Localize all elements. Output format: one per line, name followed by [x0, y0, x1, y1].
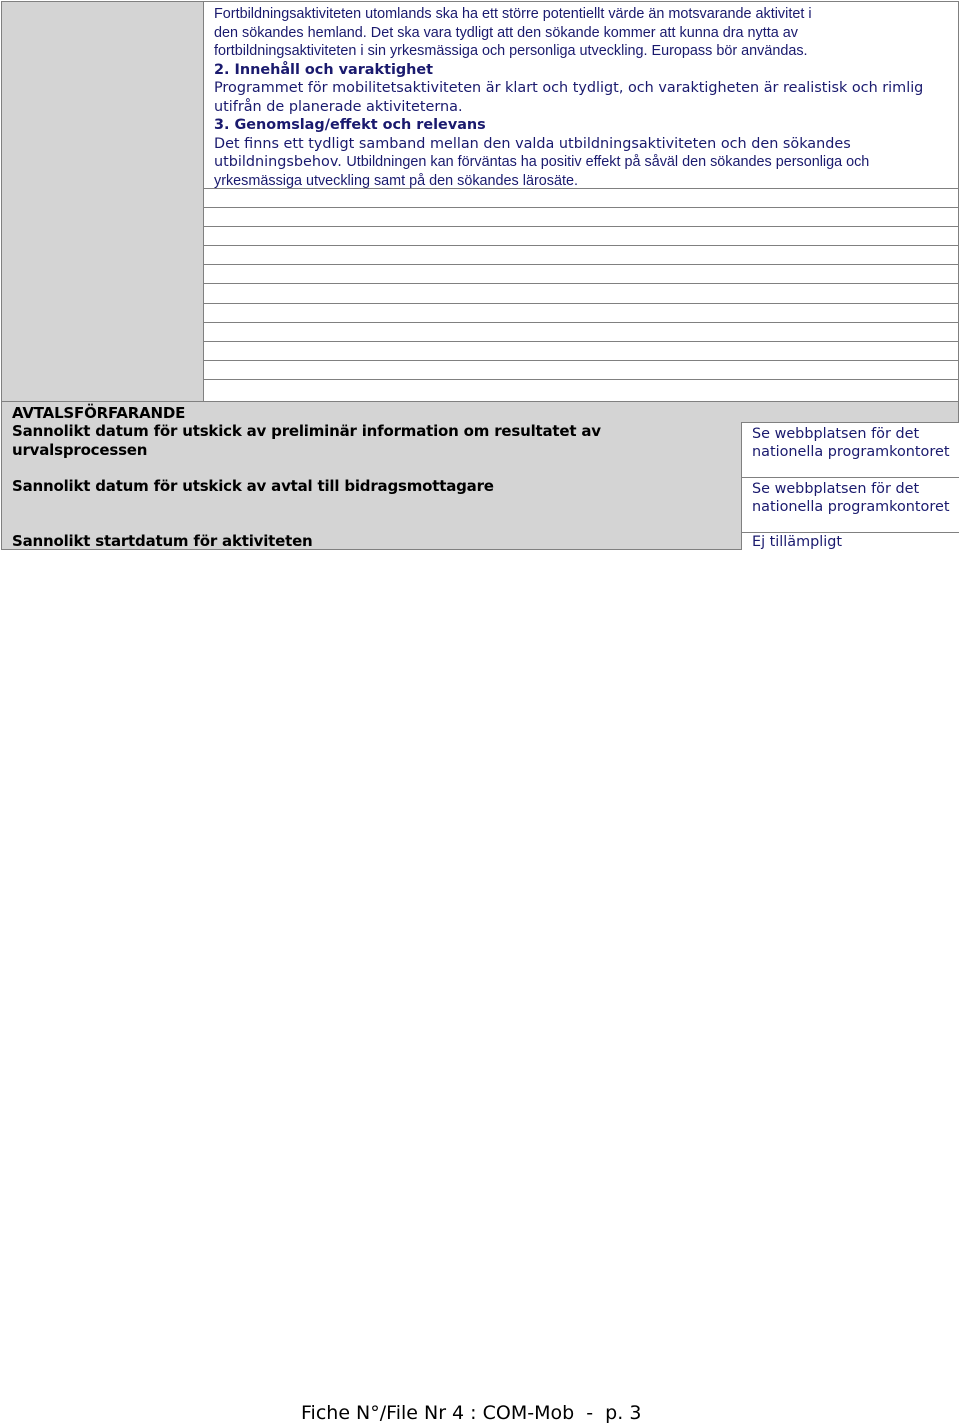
- blank-row: [204, 188, 958, 207]
- agreement-procedure-heading: AVTALSFÖRFARANDE: [12, 404, 186, 422]
- criteria-table: [1, 1, 959, 402]
- blank-row: [204, 207, 958, 226]
- criterion-3-text-b: Utbildningen kan förväntas ha positiv effekt på såväl den sökandes personliga och yrkesmässiga utveckling samt på den sökandes lärosäte.: [214, 154, 870, 189]
- blank-row: [204, 322, 958, 341]
- agreement-row-value: Ej tillämpligt: [741, 532, 959, 550]
- blank-row: [204, 226, 958, 245]
- blank-rows: [204, 188, 958, 401]
- blank-row: [204, 303, 958, 322]
- agreement-row-preliminary-info: [2, 422, 958, 477]
- agreement-row-value: Se webbplatsen för det nationella programkontoret: [741, 477, 959, 532]
- intro-line-3: fortbildningsaktiviteten i sin yrkesmässiga och personliga utveckling. Europass bör användas.: [214, 43, 808, 59]
- agreement-row-label: Sannolikt startdatum för aktiviteten: [12, 532, 313, 550]
- agreement-row-start-date: [2, 532, 958, 550]
- criteria-label-cell: [2, 2, 204, 401]
- blank-row: [204, 245, 958, 264]
- page-footer: Fiche N°/File Nr 4 : COM-Mob - p. 3: [301, 1402, 642, 1424]
- blank-row: [204, 341, 958, 360]
- blank-row: [204, 264, 958, 283]
- blank-row: [204, 360, 958, 379]
- agreement-row-label: Sannolikt datum för utskick av preliminär information om resultatet av urvalsprocessen: [12, 422, 601, 459]
- agreement-row-label: Sannolikt datum för utskick av avtal till bidragsmottagare: [12, 477, 494, 495]
- intro-line-1: Fortbildningsaktiviteten utomlands ska ha ett större potentiellt värde än motsvarande aktivitet i: [214, 6, 812, 22]
- intro-line-2: den sökandes hemland. Det ska vara tydligt att den sökande kommer att kunna dra nytta av: [214, 24, 798, 41]
- agreement-procedure-table: [1, 401, 959, 550]
- criteria-text: [214, 5, 954, 190]
- agreement-row-contract-dispatch: [2, 477, 958, 532]
- blank-row: [204, 379, 958, 398]
- criterion-3-text: [214, 135, 954, 191]
- criterion-2-heading: 2. Innehåll och varaktighet: [214, 61, 434, 78]
- agreement-row-value: Se webbplatsen för det nationella programkontoret: [741, 422, 959, 477]
- criterion-3-text-a: Det finns ett tydligt samband mellan den valda utbildningsaktiviteten och den sökandes utbildningsbehov.: [214, 135, 851, 170]
- criterion-3-heading: 3. Genomslag/effekt och relevans: [214, 117, 486, 133]
- blank-row: [204, 283, 958, 302]
- criterion-2-text: Programmet för mobilitetsaktiviteten är klart och tydligt, och varaktigheten är realistisk och rimlig utifrån de planerade aktiviteterna.: [214, 80, 924, 115]
